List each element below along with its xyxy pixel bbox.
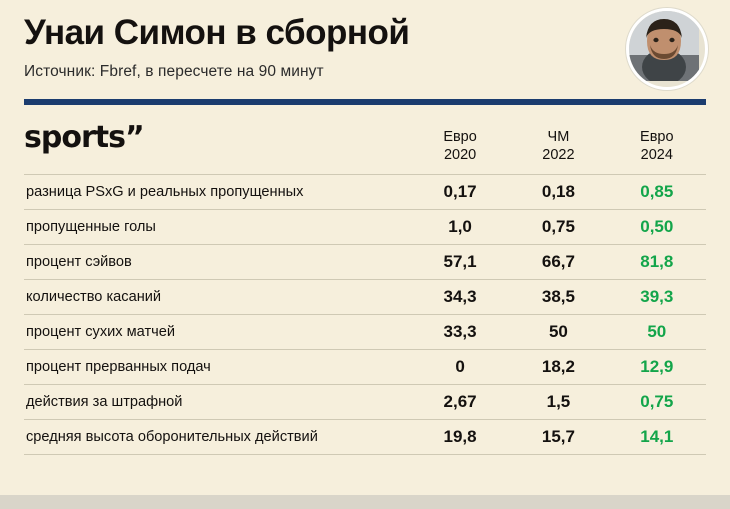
table-row — [24, 280, 706, 315]
row-value-euro-2020: 0,17 — [411, 175, 509, 210]
column-header-line2: 2022 — [542, 147, 575, 164]
row-value-euro-2024: 39,3 — [608, 280, 706, 315]
row-value-wc-2022: 66,7 — [509, 245, 607, 280]
column-header-line2: 2020 — [443, 147, 477, 164]
row-value-euro-2024: 0,50 — [608, 210, 706, 245]
table-row — [24, 385, 706, 420]
row-value-wc-2022: 0,18 — [509, 175, 607, 210]
row-value-wc-2022: 18,2 — [509, 350, 607, 385]
column-header-euro-2024 — [608, 128, 706, 175]
table-row — [24, 420, 706, 455]
column-header-line1: Евро — [640, 129, 674, 145]
table-header-row — [24, 128, 706, 175]
table-body — [24, 175, 706, 455]
row-label: количество касаний — [24, 280, 411, 315]
row-label: процент прерванных подач — [24, 350, 411, 385]
avatar — [626, 8, 708, 90]
header — [0, 0, 730, 81]
row-value-euro-2020: 33,3 — [411, 315, 509, 350]
row-label: пропущенные голы — [24, 210, 411, 245]
table-row — [24, 350, 706, 385]
row-value-euro-2024: 12,9 — [608, 350, 706, 385]
row-value-euro-2020: 19,8 — [411, 420, 509, 455]
sports-logo-text: sports — [24, 120, 125, 155]
row-value-euro-2020: 1,0 — [411, 210, 509, 245]
stats-table — [24, 128, 706, 455]
row-value-euro-2020: 57,1 — [411, 245, 509, 280]
row-value-euro-2024: 81,8 — [608, 245, 706, 280]
column-header-line2: 2024 — [640, 147, 673, 164]
row-value-wc-2022: 15,7 — [509, 420, 607, 455]
page-title: Унаи Симон в сборной — [24, 13, 410, 52]
row-value-euro-2024: 0,75 — [608, 385, 706, 420]
column-header-line1: ЧМ — [547, 129, 570, 145]
row-label: процент сэйвов — [24, 245, 411, 280]
row-value-euro-2024: 14,1 — [608, 420, 706, 455]
table-header — [24, 128, 706, 175]
header-spacer — [24, 128, 411, 175]
sports-logo-mark: ” — [124, 120, 144, 155]
row-value-euro-2020: 2,67 — [411, 385, 509, 420]
table-row — [24, 245, 706, 280]
table-row — [24, 210, 706, 245]
table-row — [24, 175, 706, 210]
row-label: средняя высота оборонительных действий — [24, 420, 411, 455]
row-label: процент сухих матчей — [24, 315, 411, 350]
row-value-wc-2022: 1,5 — [509, 385, 607, 420]
table-row — [24, 315, 706, 350]
column-header-wc-2022 — [509, 128, 607, 175]
accent-rule — [24, 99, 706, 105]
column-header-line1: Евро — [443, 129, 477, 145]
row-value-euro-2020: 0 — [411, 350, 509, 385]
row-value-wc-2022: 38,5 — [509, 280, 607, 315]
row-value-wc-2022: 50 — [509, 315, 607, 350]
row-label: действия за штрафной — [24, 385, 411, 420]
player-portrait-icon — [629, 11, 699, 81]
column-header-euro-2020 — [411, 128, 509, 175]
row-value-wc-2022: 0,75 — [509, 210, 607, 245]
row-value-euro-2024: 0,85 — [608, 175, 706, 210]
row-value-euro-2024: 50 — [608, 315, 706, 350]
source-subtitle: Источник: Fbref, в пересчете на 90 минут — [24, 62, 324, 80]
row-value-euro-2020: 34,3 — [411, 280, 509, 315]
bottom-strip — [0, 495, 730, 509]
row-label: разница PSxG и реальных пропущенных — [24, 175, 411, 210]
